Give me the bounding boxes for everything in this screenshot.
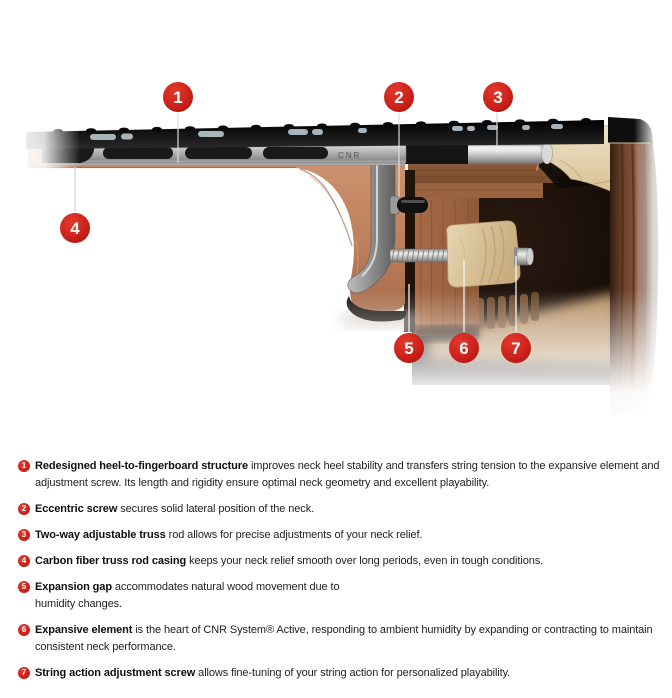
bottom-fade xyxy=(300,290,672,432)
legend-text-3: Two-way adjustable truss rod allows for precise adjustments of your neck relief. xyxy=(35,529,423,541)
callout-marker-3 xyxy=(483,82,513,112)
svg-text:3: 3 xyxy=(493,88,503,107)
legend-item-1 xyxy=(18,458,662,492)
fingerboard xyxy=(26,118,604,149)
legend-item-3 xyxy=(18,527,662,544)
svg-text:5: 5 xyxy=(404,339,414,358)
legend-text-6: Expansive element is the heart of CNR System® Active, responding to ambient humidity by expanding or contracting to maintain consistent neck performance. xyxy=(35,624,653,653)
legend-item-6 xyxy=(18,622,662,656)
legend-text-1: Redesigned heel-to-fingerboard structure improves neck heel stability and transfers string tension to the expansive element and adjustment screw. Its length and rigidity ensure optimal neck geometry and excellent playability. xyxy=(35,460,660,489)
callout-marker-1 xyxy=(163,82,193,112)
callout-marker-6 xyxy=(449,333,479,363)
callout-marker-4 xyxy=(60,213,90,243)
svg-text:2: 2 xyxy=(394,88,404,107)
legend-bullet-7: 7 xyxy=(18,667,30,679)
legend-bullet-2: 2 xyxy=(18,503,30,515)
cnr-engraving: CNR xyxy=(338,151,362,160)
legend-text-4: Carbon fiber truss rod casing keeps your neck relief smooth over long periods, even in tough conditions. xyxy=(35,555,544,567)
callout-marker-2 xyxy=(384,82,414,112)
legend-text-5: Expansion gap accommodates natural wood movement due to humidity changes. xyxy=(35,581,340,610)
svg-text:4: 4 xyxy=(70,219,80,238)
svg-text:6: 6 xyxy=(459,339,469,358)
legend-bullet-4: 4 xyxy=(18,555,30,567)
callout-marker-7 xyxy=(501,333,531,363)
eccentric-screw xyxy=(390,196,428,214)
legend-bullet-6: 6 xyxy=(18,624,30,636)
string-action-screw xyxy=(514,247,534,266)
svg-text:1: 1 xyxy=(173,88,183,107)
legend-text-2: Eccentric screw secures solid lateral position of the neck. xyxy=(35,503,315,515)
callout-marker-5 xyxy=(394,333,424,363)
legend xyxy=(18,458,662,691)
legend-item-2 xyxy=(18,501,662,518)
legend-item-7 xyxy=(18,665,662,682)
expansive-element-block xyxy=(447,221,520,287)
legend-bullet-3: 3 xyxy=(18,529,30,541)
legend-item-5 xyxy=(18,579,662,613)
svg-text:7: 7 xyxy=(511,339,521,358)
legend-bullet-1: 1 xyxy=(18,460,30,472)
legend-text-7: String action adjustment screw allows fine-tuning of your string action for personalized playability. xyxy=(35,667,511,679)
legend-item-4 xyxy=(18,553,662,570)
legend-bullet-5: 5 xyxy=(18,581,30,593)
threaded-rod xyxy=(390,249,448,262)
